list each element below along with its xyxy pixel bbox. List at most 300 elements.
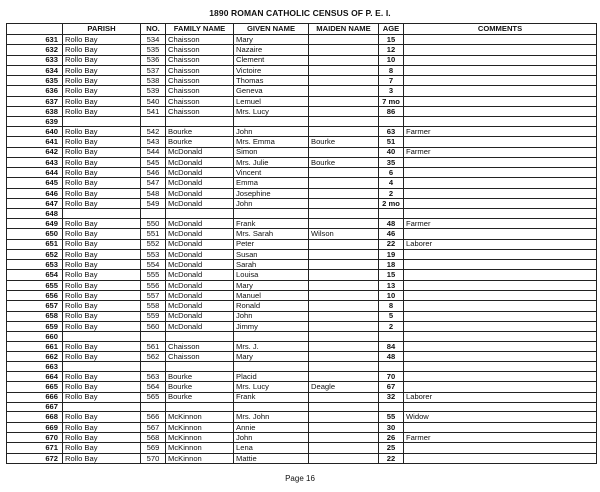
header-row-number xyxy=(7,24,63,35)
cell-family-name xyxy=(166,209,234,219)
cell-given-name: Mrs. Lucy xyxy=(234,107,309,117)
cell-comments xyxy=(404,65,597,75)
cell-parish: Rollo Bay xyxy=(63,371,141,381)
table-row xyxy=(7,126,597,136)
cell-family-name: Chaisson xyxy=(166,45,234,55)
cell-maiden-name xyxy=(309,352,379,362)
cell-age xyxy=(379,209,404,219)
cell-age: 30 xyxy=(379,422,404,432)
cell-comments xyxy=(404,178,597,188)
cell-given-name: Mrs. Emma xyxy=(234,137,309,147)
cell-census-no xyxy=(141,209,166,219)
table-row xyxy=(7,352,597,362)
cell-comments xyxy=(404,382,597,392)
table-row xyxy=(7,332,597,342)
cell-row-number: 633 xyxy=(7,55,63,65)
cell-age xyxy=(379,362,404,372)
cell-given-name: Mrs. John xyxy=(234,412,309,422)
cell-census-no xyxy=(141,362,166,372)
table-row xyxy=(7,168,597,178)
cell-comments xyxy=(404,321,597,331)
cell-maiden-name xyxy=(309,412,379,422)
cell-given-name: Mrs. Julie xyxy=(234,157,309,167)
cell-parish: Rollo Bay xyxy=(63,229,141,239)
cell-parish: Rollo Bay xyxy=(63,137,141,147)
cell-age: 2 mo xyxy=(379,199,404,209)
cell-census-no: 543 xyxy=(141,137,166,147)
cell-census-no: 538 xyxy=(141,76,166,86)
cell-age: 25 xyxy=(379,443,404,453)
cell-comments: Laborer xyxy=(404,392,597,402)
cell-row-number: 661 xyxy=(7,341,63,351)
cell-comments xyxy=(404,311,597,321)
cell-family-name xyxy=(166,332,234,342)
cell-maiden-name xyxy=(309,291,379,301)
cell-family-name: McKinnon xyxy=(166,443,234,453)
cell-parish: Rollo Bay xyxy=(63,321,141,331)
cell-parish xyxy=(63,209,141,219)
cell-given-name: Susan xyxy=(234,249,309,259)
cell-family-name: McDonald xyxy=(166,178,234,188)
cell-maiden-name xyxy=(309,280,379,290)
cell-row-number: 663 xyxy=(7,362,63,372)
cell-parish: Rollo Bay xyxy=(63,65,141,75)
cell-given-name: Simon xyxy=(234,147,309,157)
cell-given-name: John xyxy=(234,433,309,443)
cell-comments xyxy=(404,249,597,259)
cell-maiden-name xyxy=(309,96,379,106)
cell-age: 51 xyxy=(379,137,404,147)
table-row xyxy=(7,117,597,127)
cell-comments xyxy=(404,188,597,198)
cell-parish: Rollo Bay xyxy=(63,270,141,280)
cell-age: 18 xyxy=(379,260,404,270)
table-row xyxy=(7,86,597,96)
cell-age: 15 xyxy=(379,35,404,45)
cell-given-name: John xyxy=(234,199,309,209)
cell-comments xyxy=(404,86,597,96)
cell-census-no: 549 xyxy=(141,199,166,209)
cell-maiden-name xyxy=(309,86,379,96)
cell-census-no: 557 xyxy=(141,291,166,301)
cell-given-name: Josephine xyxy=(234,188,309,198)
cell-parish: Rollo Bay xyxy=(63,157,141,167)
cell-census-no: 560 xyxy=(141,321,166,331)
cell-age: 22 xyxy=(379,239,404,249)
cell-family-name: McDonald xyxy=(166,301,234,311)
cell-age: 55 xyxy=(379,412,404,422)
cell-row-number: 668 xyxy=(7,412,63,422)
cell-family-name: McDonald xyxy=(166,188,234,198)
cell-comments xyxy=(404,229,597,239)
cell-age: 10 xyxy=(379,55,404,65)
cell-given-name: Mrs. J. xyxy=(234,341,309,351)
cell-maiden-name xyxy=(309,239,379,249)
table-row xyxy=(7,55,597,65)
cell-maiden-name xyxy=(309,168,379,178)
table-row xyxy=(7,96,597,106)
cell-family-name: McKinnon xyxy=(166,433,234,443)
cell-row-number: 652 xyxy=(7,249,63,259)
table-row xyxy=(7,291,597,301)
cell-family-name: Chaisson xyxy=(166,86,234,96)
cell-row-number: 654 xyxy=(7,270,63,280)
cell-parish: Rollo Bay xyxy=(63,188,141,198)
cell-census-no: 555 xyxy=(141,270,166,280)
table-row xyxy=(7,301,597,311)
cell-given-name: Mrs. Sarah xyxy=(234,229,309,239)
cell-maiden-name xyxy=(309,270,379,280)
cell-age: 2 xyxy=(379,188,404,198)
cell-maiden-name xyxy=(309,147,379,157)
cell-comments xyxy=(404,199,597,209)
cell-maiden-name xyxy=(309,107,379,117)
cell-comments xyxy=(404,341,597,351)
cell-given-name: Nazaire xyxy=(234,45,309,55)
cell-maiden-name xyxy=(309,341,379,351)
table-row xyxy=(7,188,597,198)
cell-given-name xyxy=(234,402,309,412)
table-row xyxy=(7,209,597,219)
cell-comments xyxy=(404,107,597,117)
cell-family-name xyxy=(166,117,234,127)
cell-row-number: 657 xyxy=(7,301,63,311)
cell-comments xyxy=(404,76,597,86)
cell-row-number: 665 xyxy=(7,382,63,392)
cell-census-no: 537 xyxy=(141,65,166,75)
cell-parish: Rollo Bay xyxy=(63,199,141,209)
table-row xyxy=(7,311,597,321)
cell-age: 35 xyxy=(379,157,404,167)
cell-family-name: McDonald xyxy=(166,291,234,301)
cell-census-no: 566 xyxy=(141,412,166,422)
cell-family-name xyxy=(166,362,234,372)
cell-age: 2 xyxy=(379,321,404,331)
cell-age: 32 xyxy=(379,392,404,402)
cell-comments xyxy=(404,117,597,127)
cell-family-name: Chaisson xyxy=(166,352,234,362)
cell-given-name: Annie xyxy=(234,422,309,432)
cell-parish: Rollo Bay xyxy=(63,218,141,228)
cell-given-name: Manuel xyxy=(234,291,309,301)
cell-census-no: 552 xyxy=(141,239,166,249)
cell-given-name: Vincent xyxy=(234,168,309,178)
cell-census-no: 539 xyxy=(141,86,166,96)
cell-given-name: Geneva xyxy=(234,86,309,96)
cell-given-name: Mary xyxy=(234,35,309,45)
cell-maiden-name xyxy=(309,433,379,443)
cell-parish: Rollo Bay xyxy=(63,382,141,392)
cell-parish: Rollo Bay xyxy=(63,453,141,463)
cell-comments xyxy=(404,96,597,106)
cell-census-no: 558 xyxy=(141,301,166,311)
cell-comments: Farmer xyxy=(404,147,597,157)
cell-parish: Rollo Bay xyxy=(63,86,141,96)
cell-family-name: McDonald xyxy=(166,260,234,270)
cell-row-number: 664 xyxy=(7,371,63,381)
cell-parish: Rollo Bay xyxy=(63,168,141,178)
cell-given-name: Victoire xyxy=(234,65,309,75)
cell-parish: Rollo Bay xyxy=(63,412,141,422)
cell-maiden-name xyxy=(309,209,379,219)
cell-parish: Rollo Bay xyxy=(63,55,141,65)
cell-family-name: Chaisson xyxy=(166,341,234,351)
cell-comments xyxy=(404,270,597,280)
cell-row-number: 671 xyxy=(7,443,63,453)
cell-age: 67 xyxy=(379,382,404,392)
cell-maiden-name xyxy=(309,311,379,321)
cell-parish: Rollo Bay xyxy=(63,249,141,259)
cell-census-no: 547 xyxy=(141,178,166,188)
table-row xyxy=(7,147,597,157)
cell-given-name xyxy=(234,332,309,342)
cell-maiden-name xyxy=(309,402,379,412)
cell-maiden-name xyxy=(309,188,379,198)
cell-parish: Rollo Bay xyxy=(63,392,141,402)
cell-row-number: 669 xyxy=(7,422,63,432)
cell-given-name: Lena xyxy=(234,443,309,453)
cell-comments xyxy=(404,157,597,167)
cell-parish: Rollo Bay xyxy=(63,341,141,351)
cell-age: 40 xyxy=(379,147,404,157)
cell-row-number: 651 xyxy=(7,239,63,249)
cell-comments: Farmer xyxy=(404,126,597,136)
cell-comments xyxy=(404,362,597,372)
cell-census-no: 546 xyxy=(141,168,166,178)
cell-comments xyxy=(404,45,597,55)
table-row xyxy=(7,341,597,351)
cell-row-number: 658 xyxy=(7,311,63,321)
cell-comments xyxy=(404,55,597,65)
table-row xyxy=(7,402,597,412)
cell-comments xyxy=(404,371,597,381)
cell-given-name: John xyxy=(234,126,309,136)
cell-comments xyxy=(404,291,597,301)
cell-census-no: 570 xyxy=(141,453,166,463)
cell-parish: Rollo Bay xyxy=(63,107,141,117)
cell-given-name: Frank xyxy=(234,392,309,402)
cell-family-name: McDonald xyxy=(166,147,234,157)
cell-census-no: 559 xyxy=(141,311,166,321)
cell-age: 84 xyxy=(379,341,404,351)
cell-family-name: McDonald xyxy=(166,157,234,167)
cell-family-name: Bourke xyxy=(166,137,234,147)
cell-given-name: Thomas xyxy=(234,76,309,86)
header-given-name: GIVEN NAME xyxy=(234,24,309,35)
cell-parish: Rollo Bay xyxy=(63,433,141,443)
cell-row-number: 655 xyxy=(7,280,63,290)
cell-census-no: 541 xyxy=(141,107,166,117)
cell-parish: Rollo Bay xyxy=(63,260,141,270)
cell-row-number: 659 xyxy=(7,321,63,331)
cell-maiden-name xyxy=(309,218,379,228)
table-row xyxy=(7,443,597,453)
cell-family-name: Bourke xyxy=(166,392,234,402)
cell-census-no: 545 xyxy=(141,157,166,167)
cell-census-no: 569 xyxy=(141,443,166,453)
cell-maiden-name xyxy=(309,55,379,65)
cell-row-number: 662 xyxy=(7,352,63,362)
header-maiden-name: MAIDEN NAME xyxy=(309,24,379,35)
cell-census-no: 564 xyxy=(141,382,166,392)
table-row xyxy=(7,218,597,228)
cell-age: 48 xyxy=(379,352,404,362)
cell-parish: Rollo Bay xyxy=(63,178,141,188)
cell-maiden-name xyxy=(309,422,379,432)
cell-age: 8 xyxy=(379,65,404,75)
cell-row-number: 649 xyxy=(7,218,63,228)
cell-row-number: 632 xyxy=(7,45,63,55)
cell-census-no: 534 xyxy=(141,35,166,45)
cell-family-name: Chaisson xyxy=(166,107,234,117)
table-row xyxy=(7,45,597,55)
table-row xyxy=(7,392,597,402)
cell-given-name: Frank xyxy=(234,218,309,228)
cell-parish: Rollo Bay xyxy=(63,147,141,157)
cell-parish: Rollo Bay xyxy=(63,96,141,106)
cell-maiden-name xyxy=(309,260,379,270)
cell-age: 5 xyxy=(379,311,404,321)
cell-row-number: 653 xyxy=(7,260,63,270)
cell-parish xyxy=(63,362,141,372)
cell-family-name: McDonald xyxy=(166,239,234,249)
cell-maiden-name xyxy=(309,371,379,381)
cell-given-name xyxy=(234,117,309,127)
cell-maiden-name xyxy=(309,65,379,75)
cell-age: 7 mo xyxy=(379,96,404,106)
cell-census-no: 544 xyxy=(141,147,166,157)
cell-census-no xyxy=(141,402,166,412)
cell-row-number: 631 xyxy=(7,35,63,45)
table-row xyxy=(7,178,597,188)
cell-age: 26 xyxy=(379,433,404,443)
cell-row-number: 672 xyxy=(7,453,63,463)
cell-family-name: McDonald xyxy=(166,249,234,259)
cell-maiden-name: Wilson xyxy=(309,229,379,239)
cell-maiden-name xyxy=(309,126,379,136)
cell-census-no: 562 xyxy=(141,352,166,362)
cell-family-name: McDonald xyxy=(166,199,234,209)
cell-parish xyxy=(63,402,141,412)
cell-family-name: McKinnon xyxy=(166,412,234,422)
table-row xyxy=(7,453,597,463)
cell-given-name: Sarah xyxy=(234,260,309,270)
cell-comments xyxy=(404,260,597,270)
cell-row-number: 636 xyxy=(7,86,63,96)
cell-maiden-name xyxy=(309,332,379,342)
cell-maiden-name xyxy=(309,443,379,453)
header-no: NO. xyxy=(141,24,166,35)
table-row xyxy=(7,157,597,167)
cell-comments xyxy=(404,168,597,178)
cell-row-number: 648 xyxy=(7,209,63,219)
cell-family-name xyxy=(166,402,234,412)
table-row xyxy=(7,260,597,270)
cell-given-name: Mary xyxy=(234,352,309,362)
table-row xyxy=(7,239,597,249)
cell-age: 3 xyxy=(379,86,404,96)
cell-census-no xyxy=(141,332,166,342)
cell-family-name: McDonald xyxy=(166,168,234,178)
cell-census-no: 540 xyxy=(141,96,166,106)
cell-comments xyxy=(404,301,597,311)
cell-family-name: Chaisson xyxy=(166,65,234,75)
cell-comments: Farmer xyxy=(404,433,597,443)
cell-family-name: McDonald xyxy=(166,218,234,228)
cell-given-name: Mattie xyxy=(234,453,309,463)
cell-family-name: McDonald xyxy=(166,280,234,290)
cell-age: 13 xyxy=(379,280,404,290)
cell-comments xyxy=(404,280,597,290)
cell-parish: Rollo Bay xyxy=(63,301,141,311)
cell-row-number: 645 xyxy=(7,178,63,188)
cell-age xyxy=(379,117,404,127)
cell-census-no: 542 xyxy=(141,126,166,136)
table-row xyxy=(7,433,597,443)
cell-row-number: 646 xyxy=(7,188,63,198)
cell-age: 4 xyxy=(379,178,404,188)
cell-row-number: 638 xyxy=(7,107,63,117)
cell-family-name: Bourke xyxy=(166,126,234,136)
table-row xyxy=(7,382,597,392)
cell-maiden-name xyxy=(309,178,379,188)
cell-comments xyxy=(404,35,597,45)
cell-given-name: Mary xyxy=(234,280,309,290)
table-row xyxy=(7,270,597,280)
cell-census-no: 567 xyxy=(141,422,166,432)
cell-maiden-name xyxy=(309,35,379,45)
cell-parish: Rollo Bay xyxy=(63,280,141,290)
table-row xyxy=(7,229,597,239)
cell-age: 19 xyxy=(379,249,404,259)
cell-parish: Rollo Bay xyxy=(63,352,141,362)
cell-parish: Rollo Bay xyxy=(63,45,141,55)
cell-row-number: 670 xyxy=(7,433,63,443)
cell-given-name xyxy=(234,362,309,372)
cell-comments xyxy=(404,352,597,362)
cell-parish xyxy=(63,332,141,342)
table-row xyxy=(7,321,597,331)
cell-parish: Rollo Bay xyxy=(63,422,141,432)
cell-row-number: 641 xyxy=(7,137,63,147)
cell-row-number: 637 xyxy=(7,96,63,106)
cell-comments: Widow xyxy=(404,412,597,422)
cell-census-no: 548 xyxy=(141,188,166,198)
cell-family-name: Chaisson xyxy=(166,96,234,106)
cell-age: 6 xyxy=(379,168,404,178)
header-family-name: FAMILY NAME xyxy=(166,24,234,35)
table-body xyxy=(7,35,597,464)
cell-comments xyxy=(404,137,597,147)
cell-maiden-name xyxy=(309,453,379,463)
cell-family-name: McDonald xyxy=(166,229,234,239)
cell-given-name: Ronald xyxy=(234,301,309,311)
cell-maiden-name xyxy=(309,199,379,209)
table-row xyxy=(7,137,597,147)
table-row xyxy=(7,76,597,86)
cell-maiden-name xyxy=(309,117,379,127)
cell-census-no xyxy=(141,117,166,127)
cell-parish: Rollo Bay xyxy=(63,35,141,45)
cell-family-name: Bourke xyxy=(166,382,234,392)
cell-age: 46 xyxy=(379,229,404,239)
cell-row-number: 666 xyxy=(7,392,63,402)
cell-given-name: Mrs. Lucy xyxy=(234,382,309,392)
cell-parish: Rollo Bay xyxy=(63,311,141,321)
cell-row-number: 642 xyxy=(7,147,63,157)
cell-comments xyxy=(404,209,597,219)
cell-maiden-name xyxy=(309,45,379,55)
